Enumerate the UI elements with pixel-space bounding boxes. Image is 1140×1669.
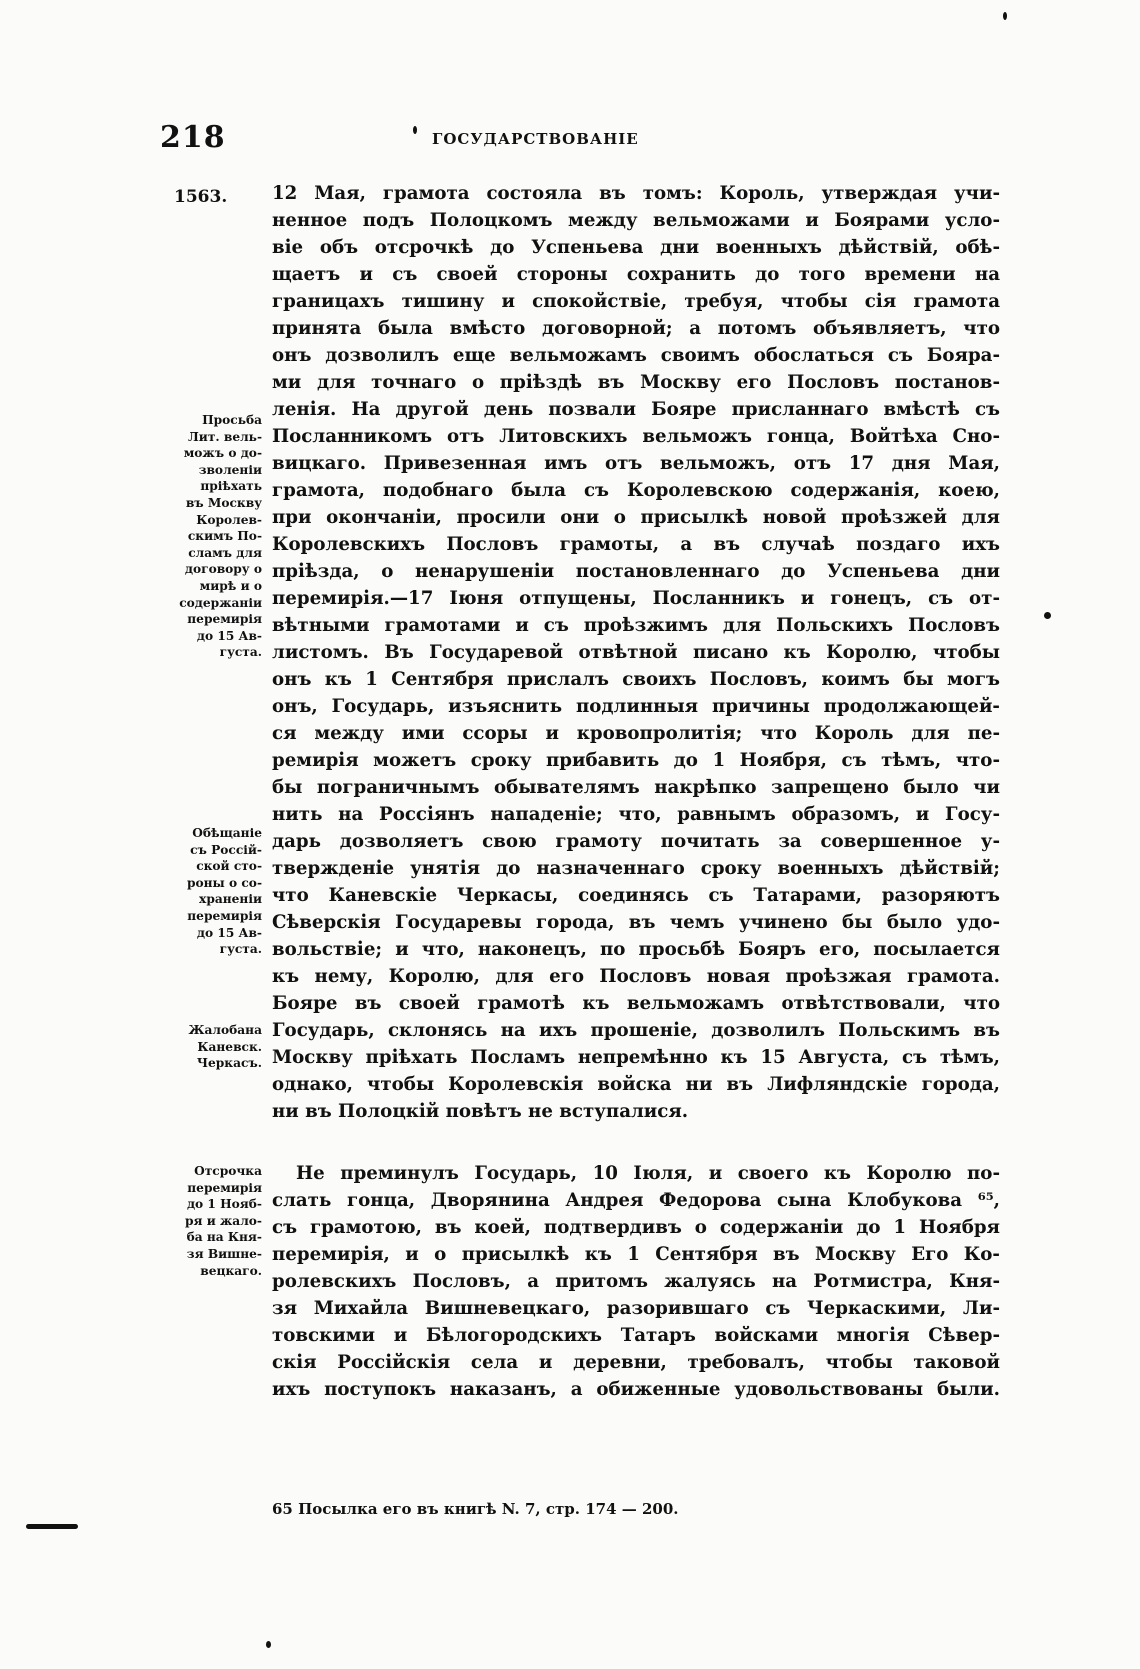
marginal-line: договору о	[184, 562, 262, 577]
marginal-line: Просьба	[202, 413, 262, 427]
text-line: нить на Россіянъ нападеніе; что, равнымъ образомъ, и Госу-	[272, 804, 1000, 825]
scan-speck	[1044, 612, 1051, 619]
text-line: онъ дозволилъ еще вельможамъ своимъ обослаться съ Боярa-	[272, 345, 1000, 366]
text-line: Королевскихъ Пословъ грамоты, а въ случаѣ поздаго ихъ	[272, 534, 1000, 555]
text-line: щаетъ и съ своей стороны сохранить до того времени на	[272, 264, 1000, 285]
text-line: ся между ими ссоры и кровопролитія; что Король для пе-	[272, 723, 1000, 744]
text-line: бы пограничнымъ обывателямъ накрѣпко запрещено было чи	[272, 777, 1000, 798]
marginal-line: зволеніи	[198, 462, 262, 477]
text-line: вольствіе; и что, наконецъ, по просьбѣ Бояръ его, посылается	[272, 939, 1000, 960]
paragraph-2	[272, 1160, 1000, 1403]
text-line: онъ, Государь, изъяснить подлинныя причины продолжающей-	[272, 696, 1000, 717]
marginal-line: перемирія	[187, 1180, 262, 1195]
marginal-line: съ Россій-	[190, 842, 262, 857]
footnote: 65 Посылка его въ книгѣ N. 7, стр. 174 — 200.	[272, 1500, 679, 1518]
marginal-line: содержаніи	[179, 595, 262, 610]
marginal-note-postponement	[150, 1163, 262, 1279]
text-line: ми для точнаго о пріѣздѣ въ Москву его Пословъ постанов-	[272, 372, 1000, 393]
text-line: зя Михайла Вишневецкаго, разорившаго съ Черкаскими, Ли-	[272, 1298, 1000, 1319]
text-line: ремирія можетъ сроку прибавить до 1 Ноября, съ тѣмъ, что-	[272, 750, 1000, 771]
year-label: 1563.	[174, 187, 228, 207]
text-line: ихъ поступокъ наказанъ, а обиженные удовольствованы были.	[272, 1379, 1000, 1400]
text-line: вѣтными грамотами и съ проѣзжимъ для Польскихъ Пословъ	[272, 615, 1000, 636]
text-line: ленія. На другой день позвали Бояре присланнаго вмѣстѣ съ	[272, 399, 1000, 420]
text-line: границахъ тишину и спокойствіе, требуя, чтобы сія грамота	[272, 291, 1000, 312]
text-line: съ грамотою, въ коей, подтвердивъ о содержаніи до 1 Ноября	[272, 1217, 1000, 1238]
text-line: ни въ Полоцкій повѣтъ не вступалися.	[272, 1101, 689, 1122]
text-line: скія Россійскія села и деревни, требовалъ, чтобы таковой	[272, 1352, 1000, 1373]
text-line: 12 Мая, грамота состояла въ томъ: Король, утверждая учи-	[272, 183, 1000, 204]
marginal-note-request	[150, 412, 262, 661]
scan-mark	[26, 1524, 78, 1529]
running-title: ГОСУДАРСТВОВАНIE	[432, 130, 639, 148]
text-line: принята была вмѣсто договорной; а потомъ объявляетъ, что	[272, 318, 1000, 339]
marginal-line: ря и жало-	[184, 1213, 262, 1228]
marginal-line: густа.	[219, 645, 262, 660]
marginal-line: зя Вишне-	[186, 1246, 262, 1261]
scan-speck	[266, 1641, 271, 1648]
marginal-line: густа.	[219, 942, 262, 957]
text-line: перемирія, и о присылкѣ къ 1 Сентября въ Москву Его Ко-	[272, 1244, 1000, 1265]
paragraph-1	[272, 180, 1000, 1125]
scan-speck	[1003, 12, 1007, 20]
marginal-line: роны о со-	[186, 875, 262, 890]
text-line: Бояре въ своей грамотѣ къ вельможамъ отвѣтствовали, что	[272, 993, 1000, 1014]
text-line: Не преминулъ Государь, 10 Іюля, и своего къ Королю по-	[296, 1163, 1000, 1184]
marginal-line: сламъ для	[188, 545, 262, 560]
text-line: что Каневскіе Черкасы, соединясь съ Татарами, разоряютъ	[272, 885, 1000, 906]
text-line: дарь дозволяетъ свою грамоту почитать за совершенное у-	[272, 831, 1000, 852]
marginal-line: мирѣ и о	[199, 578, 262, 593]
marginal-line: Отсрочка	[194, 1164, 262, 1178]
text-line: вицкаго. Привезенная имъ отъ вельможъ, отъ 17 дня Мая,	[272, 453, 1000, 474]
text-line: листомъ. Въ Государевой отвѣтной писано къ Королю, чтобы	[272, 642, 1000, 663]
marginal-line: вецкаго.	[200, 1263, 262, 1278]
text-line: Москву пріѣхать Посламъ непремѣнно къ 15 Августа, съ тѣмъ,	[272, 1047, 1000, 1068]
marginal-line: перемирія	[187, 908, 262, 923]
marginal-line: Лит. вель-	[188, 429, 262, 444]
text-line: грамота, подобнаго была съ Королевскою содержанія, коею,	[272, 480, 1000, 501]
text-line: ненное подъ Полоцкомъ между вельможами и Боярами усло-	[272, 210, 1000, 231]
text-line: перемирія.—17 Іюня отпущены, Посланникъ и гонецъ, съ от-	[272, 588, 1000, 609]
text-line: Посланникомъ отъ Литовскихъ вельможъ гонца, Войтѣха Сно-	[272, 426, 1000, 447]
marginal-note-complaint	[150, 1022, 262, 1072]
marginal-line: до 15 Ав-	[196, 925, 262, 940]
text-line: онъ къ 1 Сентября прислалъ своихъ Пословъ, коимъ бы могъ	[272, 669, 1000, 690]
marginal-line: храненіи	[199, 892, 262, 907]
marginal-line: пріѣхать	[200, 479, 262, 494]
text-line: пріѣзда, о ненарушеніи постановленнаго до Успеньева дни	[272, 561, 1000, 582]
text-line: віе объ отсрочкѣ до Успеньева дни военныхъ дѣйствій, обѣ-	[272, 237, 1000, 258]
marginal-line: Королев-	[196, 512, 262, 527]
marginal-line: Каневск.	[197, 1039, 262, 1054]
marginal-line: Черкасъ.	[196, 1056, 262, 1071]
page-number: 218	[160, 120, 226, 155]
marginal-line: Обѣщаніе	[192, 826, 262, 840]
marginal-line: можъ о до-	[183, 446, 262, 461]
text-line: Сѣверскія Государевы города, въ чемъ учинено бы было удо-	[272, 912, 1000, 933]
text-line: слать гонца, Дворянина Андрея Федорова сына Клобукова ⁶⁵,	[272, 1190, 1000, 1211]
marginal-line: до 1 Нояб-	[186, 1197, 262, 1212]
text-line: Государь, склонясь на ихъ прошеніе, дозволилъ Польскимъ въ	[272, 1020, 1000, 1041]
text-line: твержденіе унятія до назначеннаго сроку военныхъ дѣйствій;	[272, 858, 1000, 879]
page-header	[160, 120, 1000, 160]
text-line: при окончаніи, просили они о присылкѣ новой проѣзжей для	[272, 507, 1000, 528]
text-line: къ нему, Королю, для его Пословъ новая проѣзжая грамота.	[272, 966, 1000, 987]
marginal-line: ской сто-	[196, 859, 262, 874]
marginal-line: въ Москву	[185, 495, 262, 510]
marginal-note-promise	[150, 825, 262, 958]
marginal-line: ба на Кня-	[186, 1230, 262, 1245]
marginal-line: перемирія	[187, 612, 262, 627]
marginal-line: Жалобана	[188, 1023, 262, 1037]
scan-speck	[413, 126, 417, 134]
text-line: однако, чтобы Королевскія войска ни въ Лифляндскіе города,	[272, 1074, 1000, 1095]
marginal-line: скимъ По-	[187, 529, 262, 544]
marginal-line: до 15 Ав-	[196, 628, 262, 643]
text-line: ролевскихъ Пословъ, а притомъ жалуясь на Ротмистра, Кня-	[272, 1271, 1000, 1292]
text-line: товскими и Бѣлогородскихъ Татаръ войсками многія Сѣвер-	[272, 1325, 1000, 1346]
